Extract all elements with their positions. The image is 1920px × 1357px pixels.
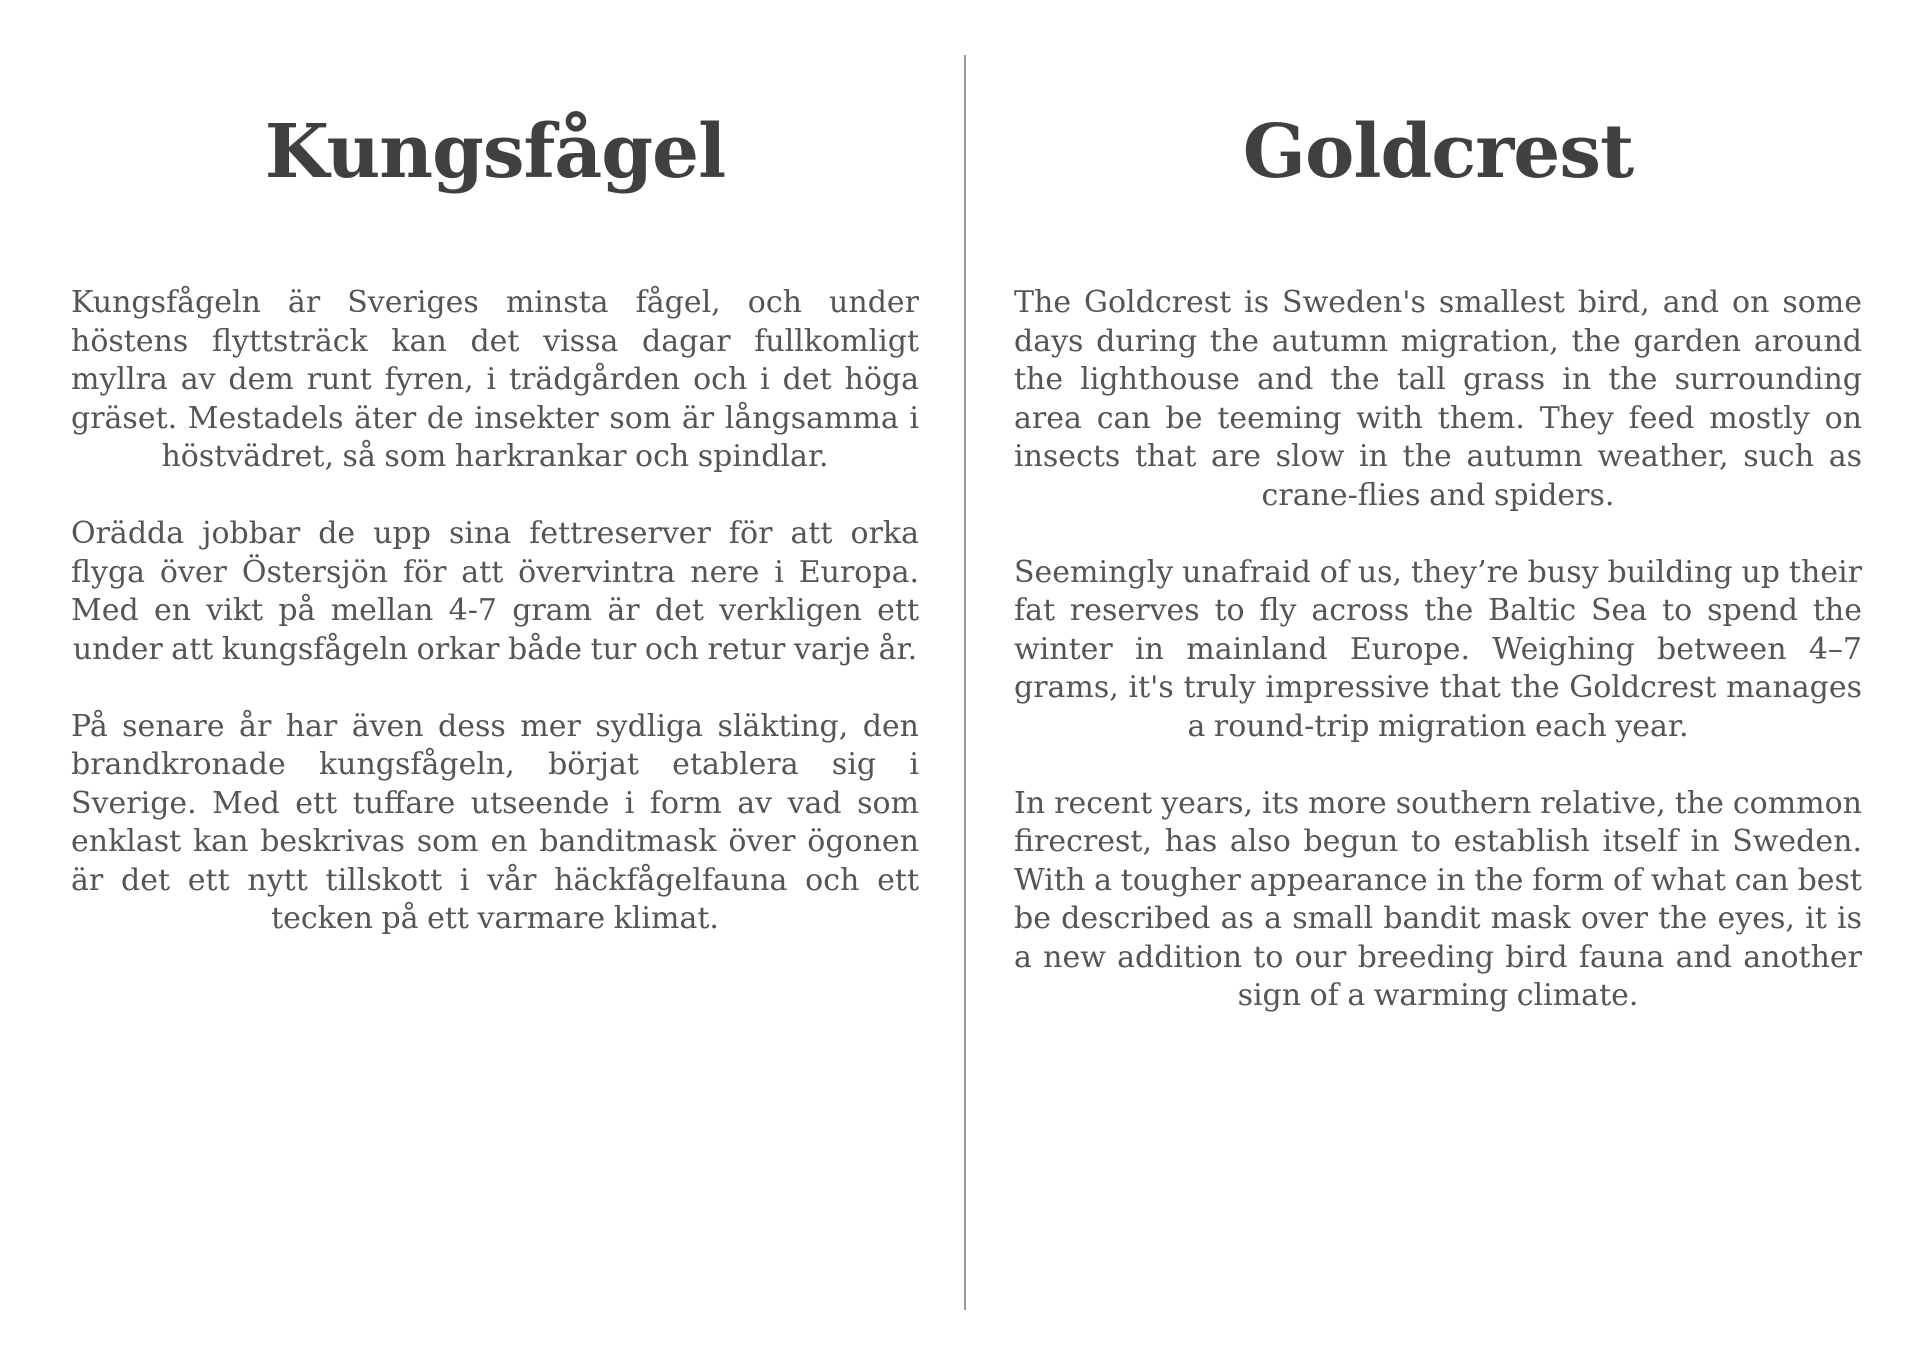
swedish-paragraph-2: Orädda jobbar de upp sina fettreserver för att orka flyga över Östersjön för att övervintra nere i Europa. Med en vikt på mellan 4-7 gram är det verkligen ett under att kungsfågeln orkar både tur och retur varje år.	[71, 516, 919, 667]
english-paragraph-1: The Goldcrest is Sweden's smallest bird, and on some days during the autumn migration, the garden around the lighthouse and the tall grass in the surrounding area can be teeming with them. They feed mostly on insects that are slow in the autumn weather, such as crane-flies and spiders.	[1014, 285, 1862, 513]
swedish-paragraph-1: Kungsfågeln är Sveriges minsta fågel, och under höstens flyttsträck kan det vissa dagar fullkomligt myllra av dem runt fyren, i trädgården och i det höga gräset. Mestadels äter de insekter som är långsamma i höstvädret, så som harkrankar och spindlar.	[71, 285, 919, 474]
swedish-title: Kungsfågel	[264, 109, 726, 195]
swedish-body	[71, 284, 919, 977]
english-paragraph-2: Seemingly unafraid of us, they’re busy building up their fat reserves to fly across the Baltic Sea to spend the winter in mainland Europe. Weighing between 4–7 grams, it's truly impressive that the Goldcrest manages a round-trip migration each year.	[1014, 554, 1862, 744]
column-divider	[964, 55, 966, 1310]
english-body	[1014, 284, 1862, 1054]
swedish-paragraph-3: På senare år har även dess mer sydliga släkting, den brandkronade kungsfågeln, börjat etablera sig i Sverige. Med ett tuffare utseende i form av vad som enklast kan beskrivas som en banditmask över ögonen är det ett nytt tillskott i vår häckfågelfauna och ett tecken på ett varmare klimat.	[71, 708, 919, 936]
english-title: Goldcrest	[1242, 109, 1634, 195]
english-paragraph-3: In recent years, its more southern relative, the common firecrest, has also begun to establish itself in Sweden. With a tougher appearance in the form of what can best be described as a small bandit mask over the eyes, it is a new addition to our breeding bird fauna and another sign of a warming climate.	[1014, 785, 1862, 1013]
